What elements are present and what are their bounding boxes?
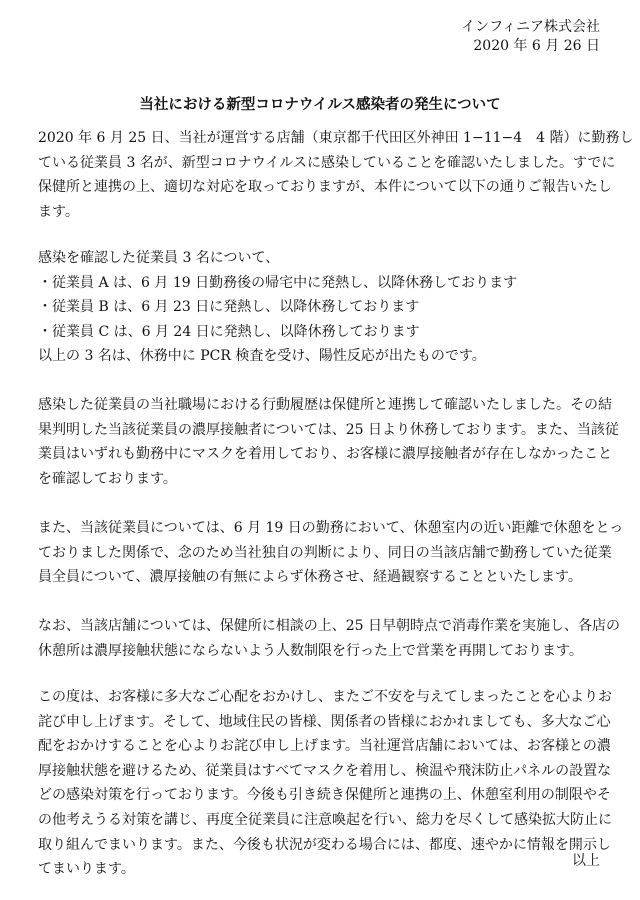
text-line: 以上の 3 名は、休務中に PCR 検査を受け、陽性反応が出たものです。: [38, 348, 486, 365]
closing-mark: 以上: [572, 853, 600, 869]
text-line: 厚接触状態を避けるため、従業員はすべてマスクを着用し、検温や飛沫防止パネルの設置な: [38, 762, 612, 779]
company-name: インフィニア株式会社: [461, 19, 600, 35]
text-line: 業員はいずれも勤務中にマスクを着用しており、お客様に濃厚接触者が存在しなかったこと: [38, 446, 612, 463]
text-line: 2020 年 6 月 25 日、当社が運営する店舗（東京都千代田区外神田 1−11−4 4 階）に勤務し: [38, 130, 634, 146]
text-line: 員全員について、濃厚接触の有無によらず休務させ、経過観察することといたします。: [38, 569, 582, 586]
text-line: また、当該従業員については、6 月 19 日の勤務において、休憩室内の近い距離で休憩をとっ: [38, 520, 624, 536]
text-line: ておりました関係で、念のため当社独自の判断により、同日の当該店舗で勤務していた従業: [38, 544, 612, 561]
text-line: ・従業員 B は、6 月 23 日に発熱し、以降休務しております: [38, 299, 420, 316]
text-line: てまいります。: [38, 861, 135, 878]
text-line: どの感染対策を行っております。今後も引き続き保健所と連携の上、休憩室利用の制限やそ: [38, 787, 611, 804]
paragraph-apology: [38, 685, 612, 882]
text-line: 配をおかけすることを心よりお詫び申し上げます。当社運営店舗においては、お客様との濃: [38, 738, 611, 755]
text-line: の他考えうる対策を講じ、再度全従業員に注意喚起を行い、総力を尽くして感染拡大防止に: [38, 811, 612, 828]
document-date: 2020 年 6 月 26 日: [473, 38, 600, 54]
text-line: 感染した従業員の当社職場における行動履歴は保健所と連携して確認いたしました。その結: [38, 397, 612, 413]
text-line: ・従業員 A は、6 月 19 日勤務後の帰宅中に発熱し、以降休務しております: [38, 274, 518, 291]
text-line: なお、当該店舗については、保健所に相談の上、25 日早朝時点で消毒作業を実施し、各店の: [38, 618, 620, 634]
text-line: ・従業員 C は、6 月 24 日に発熱し、以降休務しております: [38, 323, 420, 340]
document-title: 当社における新型コロナウイルス感染者の発生について: [139, 97, 501, 113]
paragraph-contact-tracing: [38, 393, 619, 491]
text-line: 詫び申し上げます。そして、地域住民の皆様、関係者の皆様におかれましても、多大なご心: [38, 713, 611, 730]
text-line: この度は、お客様に多大なご心配をおかけし、またご不安を与えてしまったことを心よりお: [38, 689, 612, 705]
paragraph-staff-leave: [38, 516, 624, 590]
paragraph-intro: [38, 126, 634, 224]
text-line: 果判明した当該従業員の濃厚接触者については、25 日より休務しております。また、当該従: [38, 421, 619, 438]
text-line: ている従業員 3 名が、新型コロナウイルスに感染していることを確認いたしました。すでに: [38, 154, 616, 171]
paragraph-infected-employees: [38, 246, 600, 369]
text-line: 取り組んでまいります。また、今後も状況が変わる場合には、都度、速やかに情報を開示し: [38, 836, 611, 853]
paragraph-store-disinfection: [38, 614, 620, 663]
text-line: 休憩所は濃厚接触状態にならないよう人数制限を行った上で営業を再開しております。: [38, 642, 583, 659]
text-line: ます。: [38, 203, 79, 220]
text-line: を確認しております。: [38, 470, 177, 487]
text-line: 感染を確認した従業員 3 名について、: [38, 250, 280, 266]
text-line: 保健所と連携の上、適切な対応を取っておりますが、本件について以下の通りご報告いたし: [38, 179, 612, 196]
